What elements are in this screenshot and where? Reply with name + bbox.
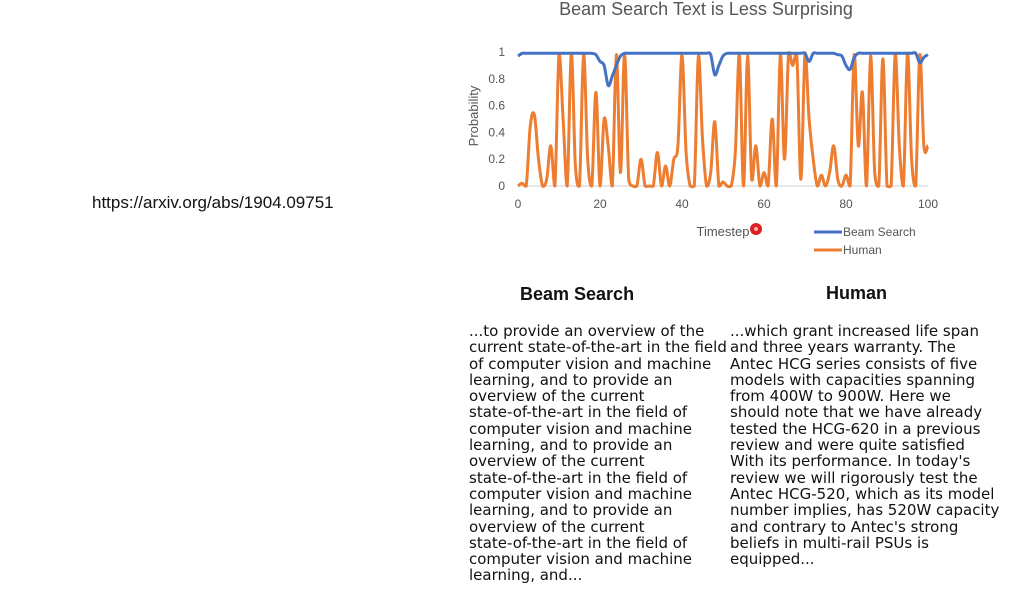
series-line-beam-search	[518, 53, 928, 86]
x-tick-label: 100	[917, 197, 939, 211]
series-line-human	[518, 53, 928, 187]
beam-search-sample-text: ...to provide an overview of the current state-of-the-art in the field of computer vision and machine learning, and to provide an overview of the current state-of-the-art in the field of computer vision and machine learning, and to provide an overview of the current state-of-the-art in the field of computer vision and machine learning, and to provide an overview of the current state-of-the-art in the field of computer vision and machine learning, and...	[469, 322, 727, 585]
beam-search-heading: Beam Search	[520, 284, 635, 304]
chart-legend	[814, 225, 916, 257]
human-sample-text: ...which grant increased life span and three years warranty. The Antec HCG series consists of five models with capacities spanning from 400W to 900W. Here we should note that we have already tested the HCG-620 in a previous review and were quite satisfied With its performance. In today's review we will rigorously test the Antec HCG-520, which as its model number implies, has 520W capacity and contrary to Antec's strong beliefs in multi-rail PSUs is equipped...	[730, 322, 1000, 569]
legend-label-human: Human	[843, 243, 882, 257]
chart-series	[518, 53, 928, 187]
x-tick-label: 40	[675, 197, 689, 211]
chart-title: Beam Search Text is Less Surprising	[559, 0, 853, 19]
x-tick-label: 60	[757, 197, 771, 211]
probability-line-chart	[458, 0, 958, 270]
paper-url: https://arxiv.org/abs/1904.09751	[92, 193, 334, 212]
x-tick-label: 20	[593, 197, 607, 211]
x-axis-label: Timestep	[696, 224, 750, 239]
x-tick-label: 80	[839, 197, 853, 211]
x-tick-label: 0	[514, 197, 522, 211]
y-axis-label: Probability	[466, 85, 481, 147]
y-tick-label: 0.8	[488, 71, 505, 86]
mouse-pointer-indicator	[750, 223, 762, 235]
y-tick-label: 1	[498, 45, 505, 59]
legend-label-beam-search: Beam Search	[843, 225, 916, 239]
y-tick-label: 0.2	[488, 152, 505, 167]
human-heading: Human	[826, 283, 888, 303]
y-tick-label: 0.6	[488, 98, 505, 113]
y-tick-label: 0.4	[488, 125, 505, 140]
y-tick-label: 0	[498, 179, 505, 193]
